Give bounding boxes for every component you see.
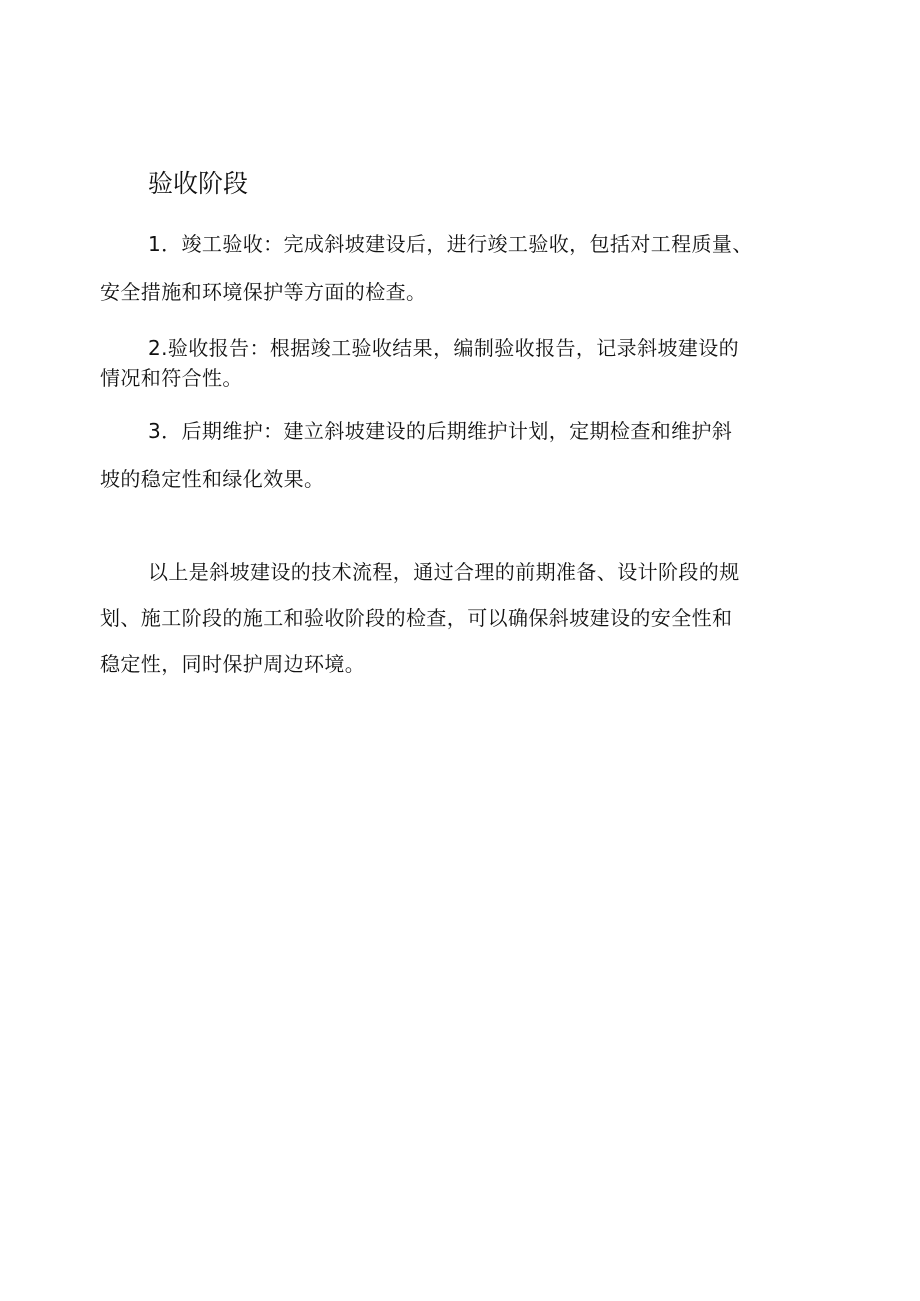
list-item-later-maintenance bbox=[100, 407, 840, 503]
conclusion-text-line: 以上是斜坡建设的技术流程，通过合理的前期准备、设计阶段的规 bbox=[148, 560, 740, 584]
list-item-text-line: 安全措施和环境保护等方面的检查。 bbox=[100, 280, 427, 304]
list-item-text-line: 3．后期维护：建立斜坡建设的后期维护计划，定期检查和维护斜 bbox=[148, 419, 733, 443]
list-item-text-line: 情况和符合性。 bbox=[100, 366, 243, 390]
conclusion-paragraph bbox=[100, 549, 840, 687]
list-item-text-line: 坡的稳定性和绿化效果。 bbox=[100, 467, 325, 491]
list-item-acceptance-report bbox=[100, 333, 840, 393]
conclusion-text-line: 稳定性，同时保护周边环境。 bbox=[100, 652, 366, 676]
conclusion-text-line: 划、施工阶段的施工和验收阶段的检查，可以确保斜坡建设的安全性和 bbox=[100, 606, 733, 630]
list-item-text-line: 1．竣工验收：完成斜坡建设后，进行竣工验收，包括对工程质量、 bbox=[148, 232, 753, 256]
list-item-completion-acceptance bbox=[100, 220, 840, 316]
section-title: 验收阶段 bbox=[148, 169, 249, 198]
list-item-text-line: 2.验收报告：根据竣工验收结果，编制验收报告，记录斜坡建设的 bbox=[148, 336, 740, 360]
